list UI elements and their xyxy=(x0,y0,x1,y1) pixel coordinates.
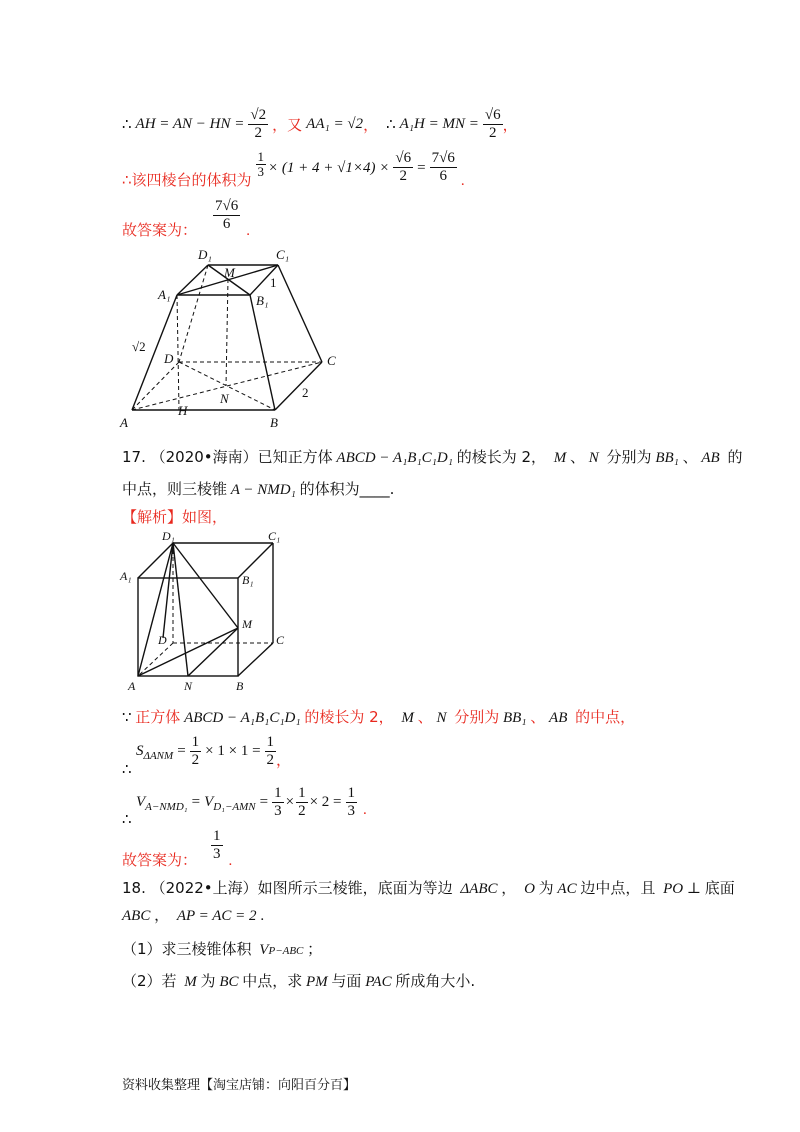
fraction: $\frac{1}{3}$ xyxy=(213,828,221,862)
fraction: $\frac{√2}{2}$ xyxy=(250,107,267,141)
vertex-label: A xyxy=(120,415,128,430)
vertex-label: D₁ xyxy=(198,247,212,262)
vertex-label: N xyxy=(220,391,229,406)
vertex-label: C xyxy=(327,353,336,368)
question-18-part2: （2）若 M 为 BC 中点，求 PM 与面 PAC 所成角大小. xyxy=(122,972,476,990)
question-18-line1: 18. （2022•上海）如图所示三棱锥，底面为等边 ΔABC ， O 为 AC 边中点，且 PO ⊥ 底面 xyxy=(122,879,735,897)
analysis-label: 【解析】如图， xyxy=(122,508,228,526)
question-17-line2: 中点，则三棱锥 A − NMD₁ 的体积为____. xyxy=(122,480,395,498)
vertex-label: C₁ xyxy=(276,247,290,262)
edge-label: √2 xyxy=(132,339,146,354)
vertex-label: A₁ xyxy=(120,569,132,583)
frustum-figure xyxy=(110,245,350,435)
answer-line: 故答案为： $\frac{1}{3}$ . xyxy=(122,828,233,869)
vertex-label: N xyxy=(184,679,193,693)
fraction: $\frac{1}{2}$ xyxy=(191,734,200,768)
fraction: $\frac{7√6}{6}$ xyxy=(215,198,239,232)
vertex-label: B₁ xyxy=(242,573,254,587)
vertex-label: B xyxy=(270,415,278,430)
document-page: ∴ AH = AN − HN = $\frac{√2}{2}$ ，又 AA₁ = √2 ， ∴ A₁H = MN = $\frac{√6}{2}$ ， ∴该四棱台的体积为 $\frac{1}{3}$ × (1 + 4 + √1×4) × $\frac{√6}{2}$ = $\frac{7√6}{6}$ . 故答案为： $\frac{7√6}{6}$ . D₁ M C₁ A₁ B₁ 1 √2 D C N 2 A H B 17. （2020•海南）已知正方体 ABCD − A₁B₁C₁D₁ 的棱长为 2， M 、 N 分别为 BB₁ 、 AB 的 中点，则三棱锥 A − NMD₁ 的体积为____. 【解析】如图， D₁ C₁ A₁ B₁ M D C A N B ∵ 正方体 ABCD − A₁B₁C₁D₁ 的棱长为 2， M 、 N 分别为 BB₁ 、 AB 的中点， S ΔANM = $\frac{1}{2}$ × 1 × 1 = $\frac{1}{2}$ ， ∴ V A−NMD₁ = V D₁−AMN = $\frac{1}{3}$ × $\frac{1}{2}$ × 2 = $\frac{1}{3}$ . ∴ 故答案为： $\frac{1}{3}$ . 18. （2022•上海）如图所示三棱锥，底面为等边 ΔABC ， O 为 AC 边中点，且 PO ⊥ 底面 ABC ， AP = AC = 2 . （1）求三棱锥体积 VP−ABC ； （2）若 M 为 BC 中点，求 PM 与面 PAC 所成角大小. 资料收集整理【淘宝店铺：向阳百分百】 xyxy=(0,0,800,1132)
fraction: $\frac{1}{2}$ xyxy=(298,785,306,819)
vertex-label: C₁ xyxy=(268,529,281,543)
cube-figure xyxy=(118,528,288,693)
fraction: $\frac{1}{3}$ xyxy=(347,785,356,819)
vertex-label: A₁ xyxy=(158,287,171,302)
fraction: $\frac{1}{2}$ xyxy=(266,734,275,768)
solution-line-volume: ∴该四棱台的体积为 $\frac{1}{3}$ × (1 + 4 + √1×4) × $\frac{√6}{2}$ = $\frac{7√6}{6}$ . xyxy=(122,149,465,189)
answer-line: 故答案为： $\frac{7√6}{6}$ . xyxy=(122,198,250,239)
vertex-label: D xyxy=(164,351,174,366)
question-18-part1: （1）求三棱锥体积 VP−ABC ； xyxy=(122,940,323,958)
solution-line-ah: ∴ AH = AN − HN = $\frac{√2}{2}$ ，又 AA₁ = √2 ， ∴ A₁H = MN = $\frac{√6}{2}$ ， xyxy=(122,107,518,141)
question-17-line1: 17. （2020•海南）已知正方体 ABCD − A₁B₁C₁D₁ 的棱长为 2， M 、 N 分别为 BB₁ 、 AB 的 xyxy=(122,448,743,466)
fraction: $\frac{√6}{2}$ xyxy=(484,107,501,141)
solution-17-volume: V A−NMD₁ = V D₁−AMN = $\frac{1}{3}$ × $\frac{1}{2}$ × 2 = $\frac{1}{3}$ . ∴ xyxy=(122,785,367,828)
fraction: $\frac{1}{3}$ xyxy=(274,785,282,819)
vertex-label: H xyxy=(178,403,188,418)
vertex-label: D₁ xyxy=(162,529,175,543)
vertex-label: A xyxy=(128,679,136,693)
vertex-label: B xyxy=(236,679,244,693)
vertex-label: M xyxy=(224,265,235,280)
vertex-label: B₁ xyxy=(256,293,269,308)
vertex-label: C xyxy=(276,633,285,647)
fraction: $\frac{√6}{2}$ xyxy=(395,150,412,184)
fraction: $\frac{7√6}{6}$ xyxy=(431,150,455,184)
vertex-label: D xyxy=(158,633,167,647)
edge-label: 1 xyxy=(270,275,277,290)
footer-text: 资料收集整理【淘宝店铺：向阳百分百】 xyxy=(122,1078,357,1093)
fraction: $\frac{1}{3}$ xyxy=(257,149,265,180)
edge-label: 2 xyxy=(302,385,309,400)
vertex-label: M xyxy=(242,617,252,631)
question-18-line2: ABC ， AP = AC = 2 . xyxy=(122,906,265,924)
solution-17-given: ∵ 正方体 ABCD − A₁B₁C₁D₁ 的棱长为 2， M 、 N 分别为 BB₁ 、 AB 的中点， xyxy=(122,708,636,726)
